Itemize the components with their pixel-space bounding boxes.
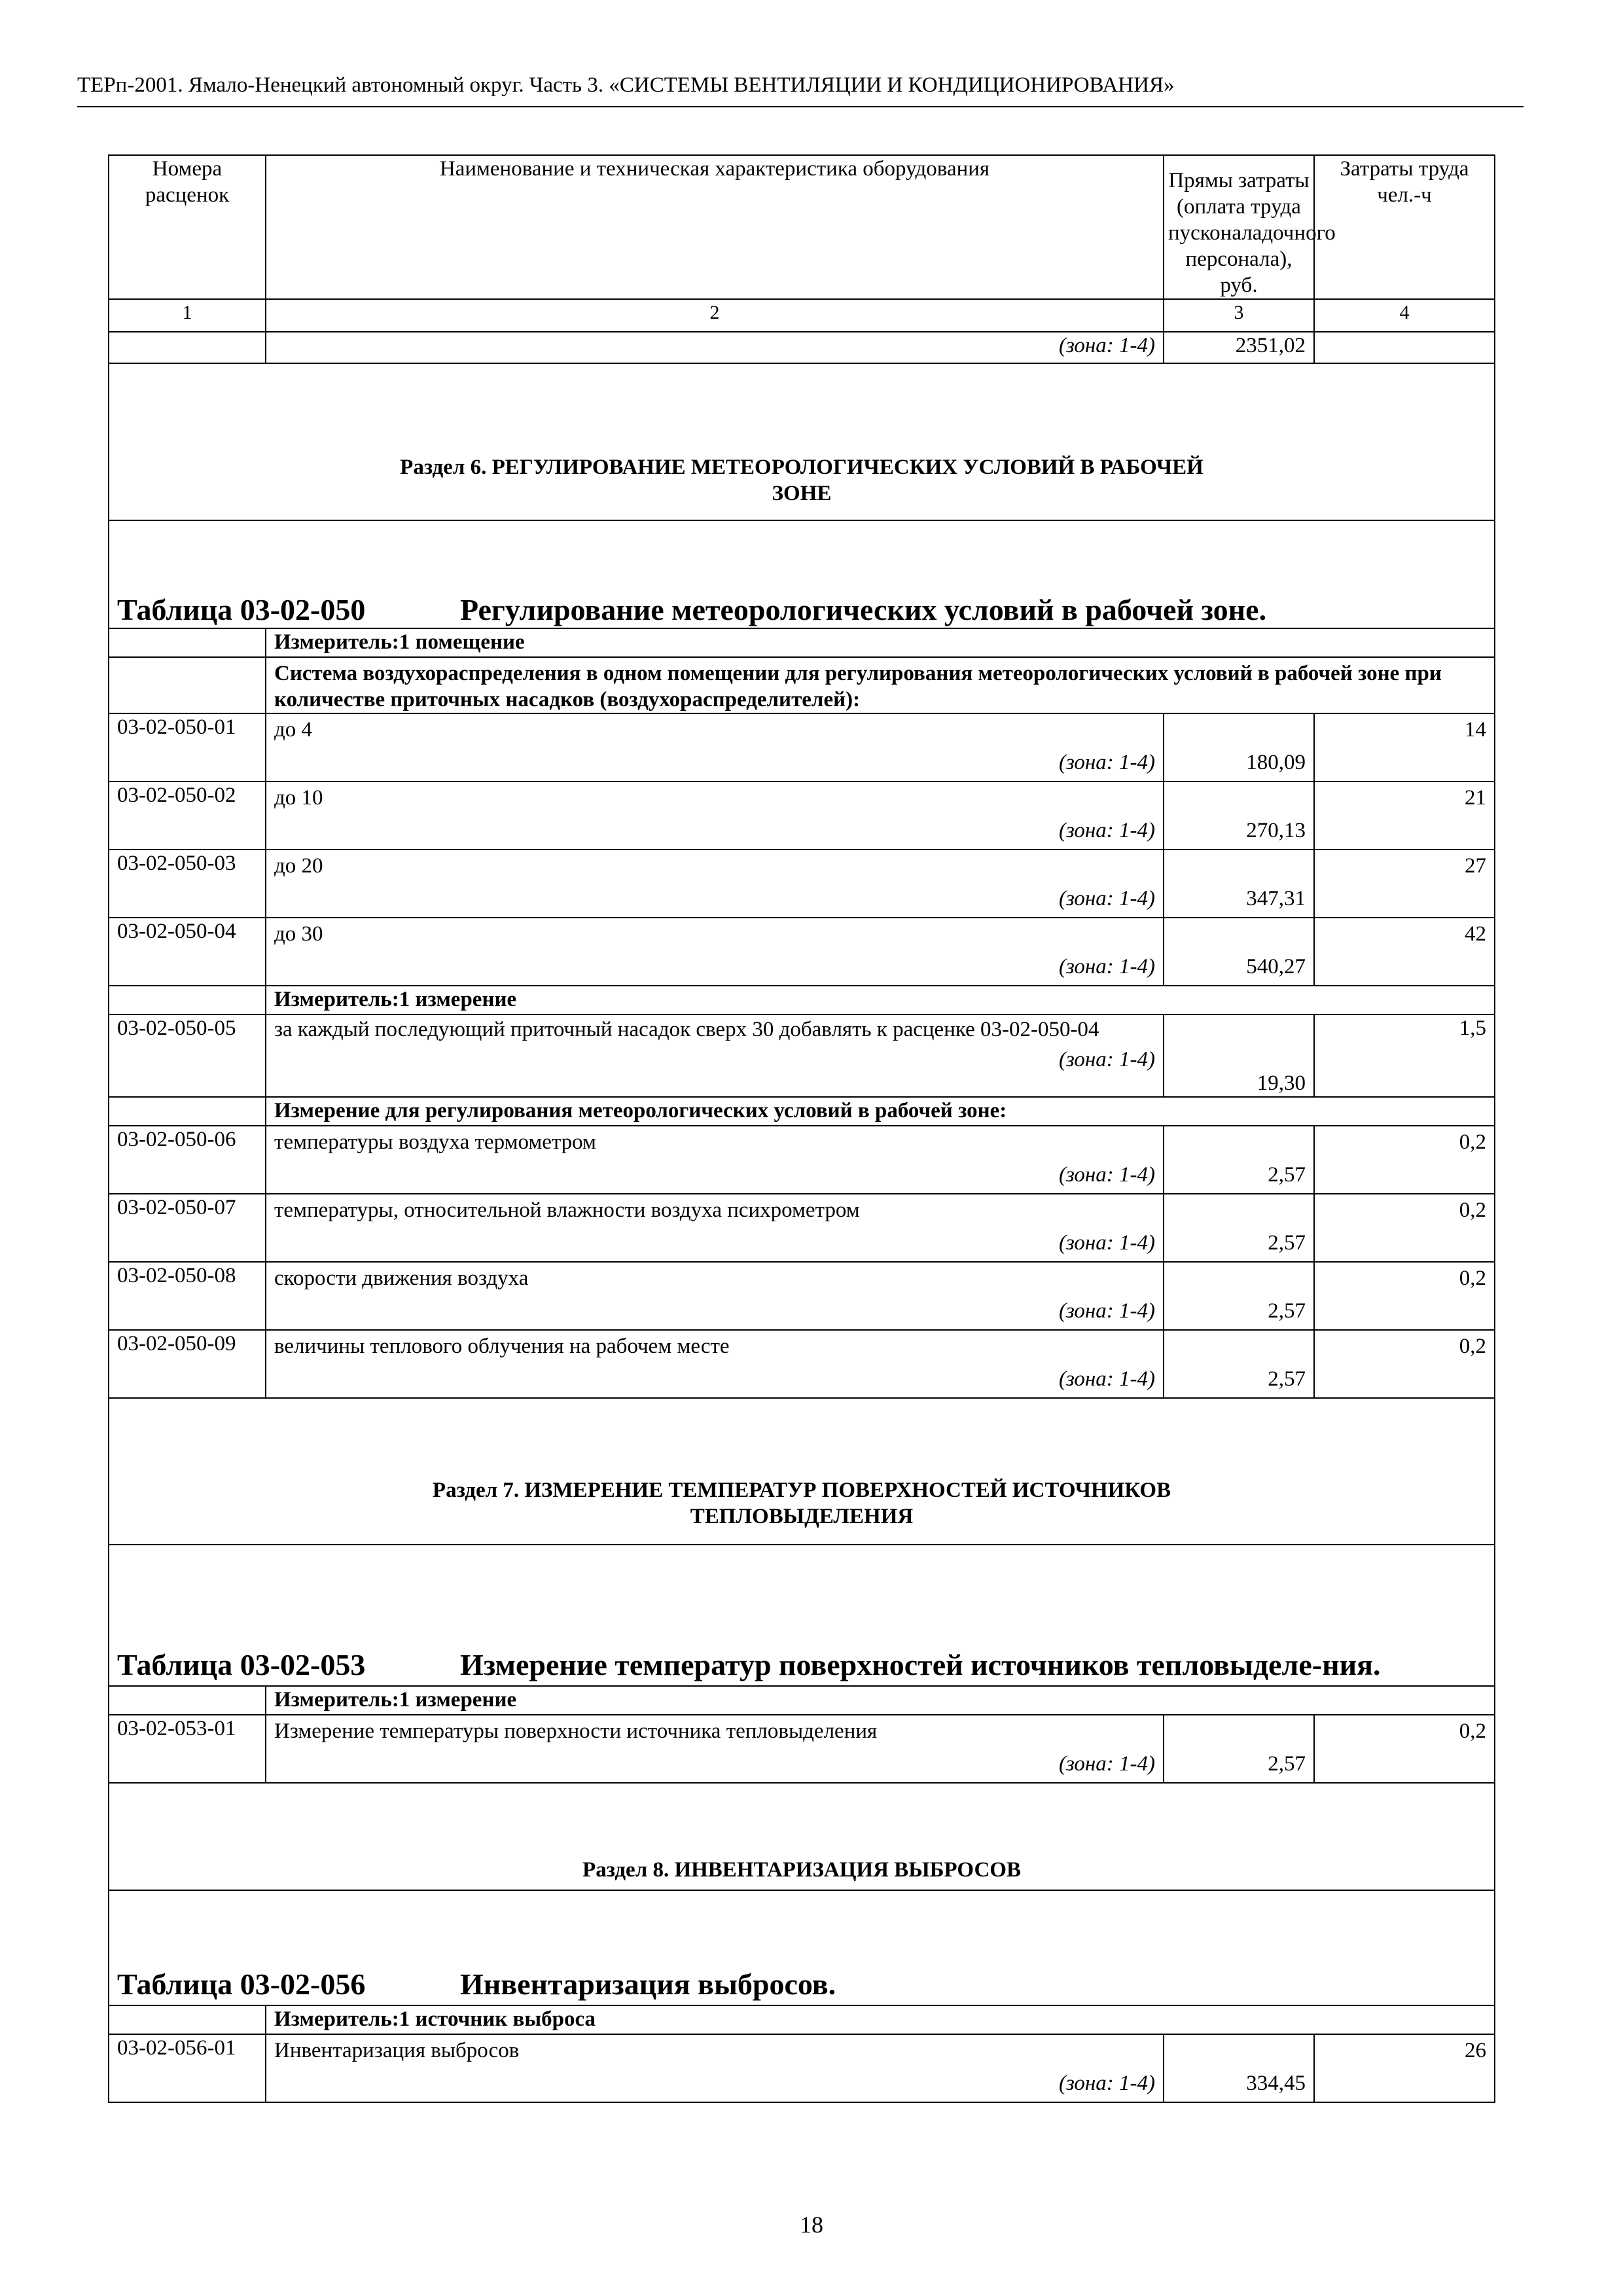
rate-cost: 2,57 (1164, 1262, 1314, 1330)
section-6-title-line2: ЗОНЕ (772, 482, 832, 505)
table-number: Таблица 03-02-050 (117, 593, 366, 626)
col-header-name: Наименование и техническая характеристика оборудования (266, 155, 1164, 299)
page-number: 18 (800, 2212, 823, 2238)
col-header-codes: Номера расценок (109, 155, 266, 299)
meter-label: Измеритель:1 измерение (266, 1686, 1495, 1715)
table-number: Таблица 03-02-053 (117, 1648, 366, 1681)
rate-cost: 2,57 (1164, 1715, 1314, 1783)
table-row (109, 1014, 1495, 1097)
rate-cost: 540,27 (1164, 918, 1314, 986)
rate-cost: 334,45 (1164, 2034, 1314, 2102)
table-03-02-053-title-row (109, 1545, 1495, 1686)
meter-row (109, 986, 1495, 1014)
table-row (109, 713, 1495, 781)
col-number-1: 1 (109, 299, 266, 332)
rate-zone: (зона: 1-4) (1058, 2072, 1155, 2095)
table-row (109, 1330, 1495, 1398)
rate-labor: 21 (1314, 781, 1495, 850)
rate-labor: 0,2 (1314, 1330, 1495, 1398)
rate-labor: 14 (1314, 713, 1495, 781)
rate-cost: 19,30 (1164, 1014, 1314, 1097)
rate-cost: 2,57 (1164, 1126, 1314, 1194)
rate-cost: 270,13 (1164, 781, 1314, 850)
rates-table (108, 154, 1495, 2103)
meter-label: Измеритель:1 источник выброса (266, 2005, 1495, 2034)
carry-code (109, 332, 266, 363)
section-7-title-line2: ТЕПЛОВЫДЕЛЕНИЯ (690, 1505, 914, 1528)
rate-cost: 2,57 (1164, 1194, 1314, 1262)
meter-row (109, 628, 1495, 657)
rate-code: 03-02-053-01 (109, 1715, 266, 1783)
col-number-2: 2 (266, 299, 1164, 332)
rate-labor: 0,2 (1314, 1194, 1495, 1262)
col-number-3: 3 (1164, 299, 1314, 332)
section-7-title-line1: Раздел 7. ИЗМЕРЕНИЕ ТЕМПЕРАТУР ПОВЕРХНОСТЕЙ ИСТОЧНИКОВ (432, 1479, 1171, 1502)
rate-labor: 26 (1314, 2034, 1495, 2102)
rows-050-b (109, 1126, 1495, 1398)
group-description-row (109, 657, 1495, 713)
section-7-heading-row (109, 1398, 1495, 1545)
rate-name: Инвентаризация выбросов (274, 2039, 520, 2062)
carry-labor (1314, 332, 1495, 363)
table-number: Таблица 03-02-056 (117, 1967, 366, 2001)
rate-code: 03-02-050-01 (109, 713, 266, 781)
carry-row (109, 332, 1495, 363)
table-row (109, 918, 1495, 986)
rate-zone: (зона: 1-4) (1058, 887, 1155, 910)
rate-labor: 1,5 (1314, 1014, 1495, 1097)
rate-cost: 347,31 (1164, 850, 1314, 918)
table-title: Измерение температур поверхностей источников тепловыделе-ния. (460, 1648, 1381, 1681)
rate-zone: (зона: 1-4) (1058, 1231, 1155, 1255)
rate-code: 03-02-050-03 (109, 850, 266, 918)
col-header-cost: Прямы затраты (оплата труда пусконаладочного персонала), руб. (1164, 155, 1314, 299)
table-title: Инвентаризация выбросов. (460, 1967, 836, 2001)
rate-zone: (зона: 1-4) (1058, 1752, 1155, 1776)
rate-name: скорости движения воздуха (274, 1266, 529, 1290)
rate-name: до 20 (274, 854, 323, 878)
table-row (109, 1194, 1495, 1262)
running-header: ТЕРп-2001. Ямало-Ненецкий автономный округ. Часть 3. «СИСТЕМЫ ВЕНТИЛЯЦИИ И КОНДИЦИОНИРОВАНИЯ» (77, 73, 1175, 97)
rate-zone: (зона: 1-4) (1058, 1367, 1155, 1391)
rate-code: 03-02-050-06 (109, 1126, 266, 1194)
rate-name: до 4 (274, 718, 313, 742)
table-row (109, 1126, 1495, 1194)
group-description: Измерение для регулирования метеорологических условий в рабочей зоне: (266, 1097, 1495, 1126)
rate-name: температуры воздуха термометром (274, 1130, 596, 1154)
rate-zone: (зона: 1-4) (1058, 1163, 1155, 1187)
table-row (109, 1262, 1495, 1330)
rate-labor: 27 (1314, 850, 1495, 918)
meter-label: Измеритель:1 измерение (266, 986, 1495, 1014)
table-row (109, 1715, 1495, 1783)
rate-zone: (зона: 1-4) (1058, 751, 1155, 774)
table-row (109, 2034, 1495, 2102)
column-number-row (109, 299, 1495, 332)
table-03-02-050-title-row (109, 520, 1495, 628)
rate-cost: 2,57 (1164, 1330, 1314, 1398)
rate-code: 03-02-050-08 (109, 1262, 266, 1330)
rate-code: 03-02-050-09 (109, 1330, 266, 1398)
rate-code: 03-02-050-05 (109, 1014, 266, 1097)
rate-labor: 42 (1314, 918, 1495, 986)
rate-name: за каждый последующий приточный насадок сверх 30 добавлять к расценке 03-02-050-04 (274, 1018, 1099, 1041)
table-row (109, 781, 1495, 850)
table-03-02-056-title-row (109, 1890, 1495, 2005)
rate-name: до 30 (274, 922, 323, 946)
rate-name: Измерение температуры поверхности источника тепловыделения (274, 1719, 878, 1743)
meter-row (109, 1686, 1495, 1715)
meter-row (109, 2005, 1495, 2034)
rate-zone: (зона: 1-4) (1058, 1299, 1155, 1323)
rate-labor: 0,2 (1314, 1715, 1495, 1783)
column-header-row (109, 155, 1495, 299)
rate-zone: (зона: 1-4) (1058, 1048, 1155, 1071)
carry-cost: 2351,02 (1164, 332, 1314, 363)
rate-labor: 0,2 (1314, 1262, 1495, 1330)
rows-050-a (109, 713, 1495, 986)
rate-name: до 10 (274, 786, 323, 810)
section-6-title-line1: Раздел 6. РЕГУЛИРОВАНИЕ МЕТЕОРОЛОГИЧЕСКИХ УСЛОВИЙ В РАБОЧЕЙ (400, 456, 1204, 479)
meter-label: Измеритель:1 помещение (266, 628, 1495, 657)
section-6-heading-row (109, 363, 1495, 520)
rate-cost: 180,09 (1164, 713, 1314, 781)
rate-code: 03-02-050-04 (109, 918, 266, 986)
rate-code: 03-02-056-01 (109, 2034, 266, 2102)
rate-zone: (зона: 1-4) (1058, 955, 1155, 978)
rate-code: 03-02-050-02 (109, 781, 266, 850)
header-rule (77, 106, 1524, 107)
col-number-4: 4 (1314, 299, 1495, 332)
rate-zone: (зона: 1-4) (1058, 819, 1155, 842)
section-8-title: Раздел 8. ИНВЕНТАРИЗАЦИЯ ВЫБРОСОВ (582, 1858, 1021, 1882)
section-8-heading-row (109, 1783, 1495, 1890)
rate-name: температуры, относительной влажности воздуха психрометром (274, 1198, 860, 1222)
table-title: Регулирование метеорологических условий в рабочей зоне. (460, 593, 1267, 626)
rate-code: 03-02-050-07 (109, 1194, 266, 1262)
table-row (109, 850, 1495, 918)
carry-zone: (зона: 1-4) (266, 332, 1164, 363)
group-description-row (109, 1097, 1495, 1126)
rate-name: величины теплового облучения на рабочем месте (274, 1335, 730, 1358)
group-description: Система воздухораспределения в одном помещении для регулирования метеорологических условий в рабочей зоне при количестве приточных насадков (воздухораспределителей): (266, 657, 1495, 713)
col-header-labor: Затраты труда чел.-ч (1314, 155, 1495, 299)
rate-labor: 0,2 (1314, 1126, 1495, 1194)
